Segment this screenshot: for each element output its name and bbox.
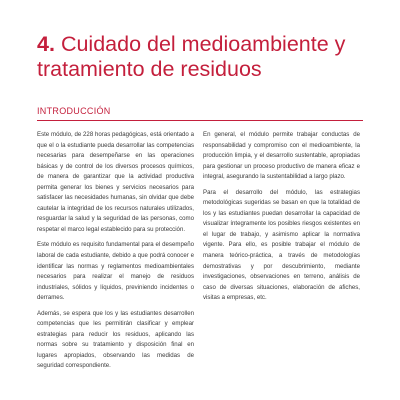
section-divider [37, 120, 363, 121]
body-column-left [37, 130, 194, 377]
body-column-right [203, 130, 360, 309]
chapter-title [37, 32, 377, 82]
body-paragraph: Además, se espera que los y las estudiantes desarrollen competencias que les permitirán clasificar y emplear estrategias para reducir los residuos, aplicando las normas sobre su tratamiento y disposición final en lugares apropiados, observando las medidas de seguridad correspondiente. [37, 309, 194, 370]
body-paragraph: Para el desarrollo del módulo, las estrategias metodológicas sugeridas se basan en que la totalidad de los y las estudiantes puedan desarrollar la capacidad de visualizar íntegramente los posibles riesgos existentes en el lugar de trabajo, y asimismo aplicar la normativa vigente. Para ello, es posible trabajar el módulo de manera teórico-práctica, a través de metodologías demostrativas y por descubrimiento, mediante investigaciones, observaciones en terreno, análisis de caso de diversas situaciones, elaboración de afiches, visitas a empresas, etc. [203, 188, 360, 302]
chapter-title-text: Cuidado del medioambiente y tratamiento de residuos [37, 32, 346, 81]
chapter-number: 4. [37, 32, 55, 56]
body-paragraph: Este módulo, de 228 horas pedagógicas, está orientado a que el o la estudiante pueda desarrollar las competencias necesarias para desempeñarse en las operaciones básicas y de control de los diversos procesos químicos, de manera de garantizar que la actividad productiva permita generar los bienes y servicios necesarios para satisfacer las necesidades humanas, sin olvidar que debe cautelar la integridad de los recursos naturales utilizados, resguardar la salud y la seguridad de las personas, como respetar el marco legal establecido para su protección. [37, 131, 194, 233]
body-paragraph: En general, el módulo permite trabajar conductas de responsabilidad y compromiso con el medioambiente, la producción limpia, y el desarrollo sustentable, apropiadas para gestionar un proceso productivo de manera eficaz e integral, asegurando la sustentabilidad a largo plazo. [203, 131, 360, 181]
body-paragraph: Este módulo es requisito fundamental para el desempeño laboral de cada estudiante, debido a que podrá conocer e identificar las normas y reglamentos medioambientales necesarios para realizar el manejo de residuos industriales, sólidos y líquidos, previniendo incidentes o derrames. [37, 241, 194, 302]
section-heading: INTRODUCCIÓN [37, 106, 111, 116]
